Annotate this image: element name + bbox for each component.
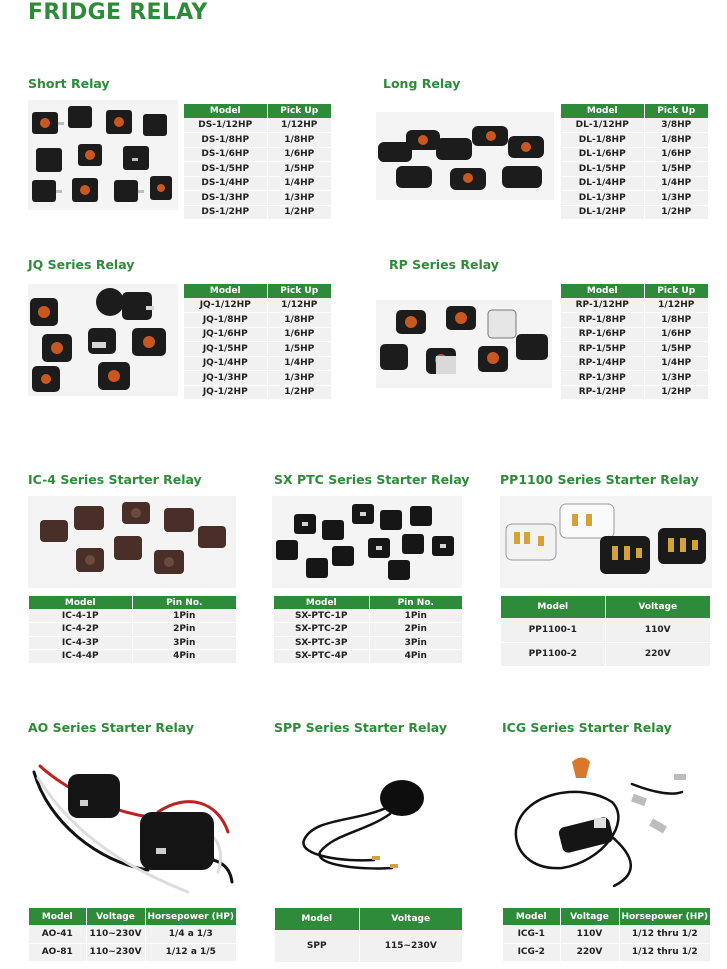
table-cell: RP-1/12HP [561,298,644,313]
table-row [184,176,331,191]
column-header: Pin No. [132,596,236,609]
table-cell: IC-4-4P [29,650,132,664]
table-row [29,943,236,961]
column-header: Model [29,596,132,609]
table-cell: 3/8HP [644,118,708,133]
table-cell: 220V [605,642,710,666]
table-cell: 1/6HP [644,147,708,162]
table-cell: SPP [275,930,359,962]
table-cell: DL-1/8HP [561,133,644,148]
table-row [561,342,708,357]
table-cell: 1/8HP [644,313,708,328]
ic4-relay-photo [28,496,236,588]
column-header: Pin No. [369,596,462,609]
table-row [274,623,462,637]
table-cell: 1/2HP [267,205,331,220]
table-cell: 1/3HP [267,191,331,206]
table-cell: 1/5HP [267,162,331,177]
ic4-relay-table [29,596,236,664]
table-cell: RP-1/8HP [561,313,644,328]
table-cell: RP-1/2HP [561,385,644,400]
table-row [501,642,710,666]
table-cell: IC-4-1P [29,609,132,623]
table-row [184,133,331,148]
short-relay-photo [28,100,178,210]
table-cell: 115~230V [359,930,462,962]
table-cell: RP-1/5HP [561,342,644,357]
table-cell: 1/4HP [267,356,331,371]
column-header: Model [29,908,86,925]
table-cell: 1/3HP [267,371,331,386]
column-header: Horsepower (HP) [619,908,710,925]
table-cell: JQ-1/4HP [184,356,267,371]
table-cell: 1/12 thru 1/2 [619,925,710,943]
table-cell: DS-1/4HP [184,176,267,191]
table-cell: 4Pin [132,650,236,664]
page-title: FRIDGE RELAY [28,0,208,25]
table-row [184,298,331,313]
table-row [29,650,236,664]
table-cell: JQ-1/5HP [184,342,267,357]
table-cell: DL-1/6HP [561,147,644,162]
table-cell: DS-1/6HP [184,147,267,162]
table-row [29,609,236,623]
table-cell: AO-41 [29,925,86,943]
section-title-sx: SX PTC Series Starter Relay [274,472,470,487]
table-cell: DL-1/5HP [561,162,644,177]
section-title-ic4: IC-4 Series Starter Relay [28,472,202,487]
jq-relay-photo [28,284,178,396]
table-row [184,162,331,177]
table-cell: SX-PTC-4P [274,650,369,664]
column-header: Voltage [86,908,145,925]
table-cell: 1/12 a 1/5 [145,943,236,961]
table-row [561,147,708,162]
sx-relay-table [274,596,462,664]
table-cell: 4Pin [369,650,462,664]
table-cell: 1/8HP [644,133,708,148]
table-cell: 1/2HP [644,205,708,220]
table-cell: 1/4 a 1/3 [145,925,236,943]
table-row [561,133,708,148]
table-cell: 1Pin [369,609,462,623]
table-row [561,118,708,133]
table-cell: DS-1/2HP [184,205,267,220]
table-cell: PP1100-1 [501,618,605,642]
table-row [561,385,708,400]
table-cell: AO-81 [29,943,86,961]
table-cell: 1Pin [132,609,236,623]
table-row [561,371,708,386]
table-cell: 1/2HP [644,385,708,400]
table-cell: 1/6HP [644,327,708,342]
column-header: Model [503,908,560,925]
long-relay-photo [376,112,554,200]
table-row [29,636,236,650]
spp-relay-photo [274,752,462,898]
pp1100-relay-photo [500,496,712,588]
table-cell: ICG-2 [503,943,560,961]
table-row [274,636,462,650]
table-cell: RP-1/6HP [561,327,644,342]
table-cell: DS-1/3HP [184,191,267,206]
ao-relay-table [29,908,236,962]
table-cell: DS-1/8HP [184,133,267,148]
section-title-rp: RP Series Relay [389,257,499,272]
column-header: Pick Up [267,104,331,118]
table-cell: 2Pin [132,623,236,637]
table-row [561,205,708,220]
table-cell: 1/12 thru 1/2 [619,943,710,961]
table-row [184,118,331,133]
column-header: Model [561,284,644,298]
table-cell: 1/3HP [644,371,708,386]
table-cell: 1/12HP [644,298,708,313]
section-title-pp: PP1100 Series Starter Relay [500,472,699,487]
table-cell: 1/5HP [267,342,331,357]
section-title-short: Short Relay [28,76,110,91]
table-cell: DS-1/12HP [184,118,267,133]
table-cell: 3Pin [132,636,236,650]
column-header: Model [184,104,267,118]
table-cell: 1/2HP [267,385,331,400]
table-row [184,342,331,357]
table-row [561,176,708,191]
table-cell: 1/6HP [267,147,331,162]
table-cell: 1/12HP [267,118,331,133]
table-row [29,925,236,943]
table-cell: SX-PTC-1P [274,609,369,623]
column-header: Model [275,908,359,930]
table-cell: 1/8HP [267,313,331,328]
table-cell: RP-1/3HP [561,371,644,386]
icg-relay-table [503,908,710,962]
section-title-icg: ICG Series Starter Relay [502,720,672,735]
table-cell: RP-1/4HP [561,356,644,371]
section-title-ao: AO Series Starter Relay [28,720,194,735]
table-row [184,313,331,328]
column-header: Horsepower (HP) [145,908,236,925]
table-row [561,191,708,206]
column-header: Pick Up [644,104,708,118]
table-row [184,205,331,220]
table-cell: 1/5HP [644,342,708,357]
table-cell: 1/4HP [267,176,331,191]
table-cell: 220V [560,943,619,961]
table-row [561,313,708,328]
table-row [184,385,331,400]
table-cell: PP1100-2 [501,642,605,666]
table-row [503,943,710,961]
sx-relay-photo [272,496,462,588]
ao-relay-photo [28,752,236,898]
table-row [274,609,462,623]
column-header: Voltage [359,908,462,930]
table-row [274,650,462,664]
table-cell: 1/4HP [644,176,708,191]
table-row [29,623,236,637]
section-title-long: Long Relay [383,76,461,91]
table-cell: 1/6HP [267,327,331,342]
table-cell: 1/4HP [644,356,708,371]
table-cell: 1/12HP [267,298,331,313]
table-cell: 1/3HP [644,191,708,206]
rp-relay-photo [376,300,552,388]
icg-relay-photo [502,752,712,898]
table-cell: 2Pin [369,623,462,637]
jq-relay-table [184,284,331,400]
long-relay-table [561,104,708,220]
short-relay-table [184,104,331,220]
table-cell: SX-PTC-2P [274,623,369,637]
table-cell: 3Pin [369,636,462,650]
table-row [184,327,331,342]
table-row [184,356,331,371]
section-title-jq: JQ Series Relay [28,257,135,272]
spp-relay-table [275,908,462,963]
table-cell: DL-1/3HP [561,191,644,206]
table-cell: JQ-1/12HP [184,298,267,313]
table-row [503,925,710,943]
column-header: Model [184,284,267,298]
table-row [561,356,708,371]
table-row [561,162,708,177]
table-cell: DL-1/4HP [561,176,644,191]
column-header: Model [501,596,605,618]
table-row [184,191,331,206]
table-cell: ICG-1 [503,925,560,943]
section-title-spp: SPP Series Starter Relay [274,720,448,735]
table-cell: IC-4-3P [29,636,132,650]
table-row [184,371,331,386]
table-cell: 110~230V [86,925,145,943]
table-row [184,147,331,162]
column-header: Pick Up [267,284,331,298]
table-cell: DL-1/2HP [561,205,644,220]
table-cell: 1/5HP [644,162,708,177]
table-cell: 110V [605,618,710,642]
rp-relay-table [561,284,708,400]
column-header: Voltage [605,596,710,618]
table-row [501,618,710,642]
column-header: Model [561,104,644,118]
table-row [561,327,708,342]
table-cell: JQ-1/2HP [184,385,267,400]
table-cell: JQ-1/3HP [184,371,267,386]
table-cell: DS-1/5HP [184,162,267,177]
table-cell: JQ-1/8HP [184,313,267,328]
table-cell: 110~230V [86,943,145,961]
column-header: Pick Up [644,284,708,298]
table-cell: 110V [560,925,619,943]
table-row [561,298,708,313]
column-header: Model [274,596,369,609]
table-row [275,930,462,962]
table-cell: JQ-1/6HP [184,327,267,342]
column-header: Voltage [560,908,619,925]
table-cell: SX-PTC-3P [274,636,369,650]
table-cell: 1/8HP [267,133,331,148]
table-cell: IC-4-2P [29,623,132,637]
table-cell: DL-1/12HP [561,118,644,133]
pp1100-relay-table [501,596,710,667]
